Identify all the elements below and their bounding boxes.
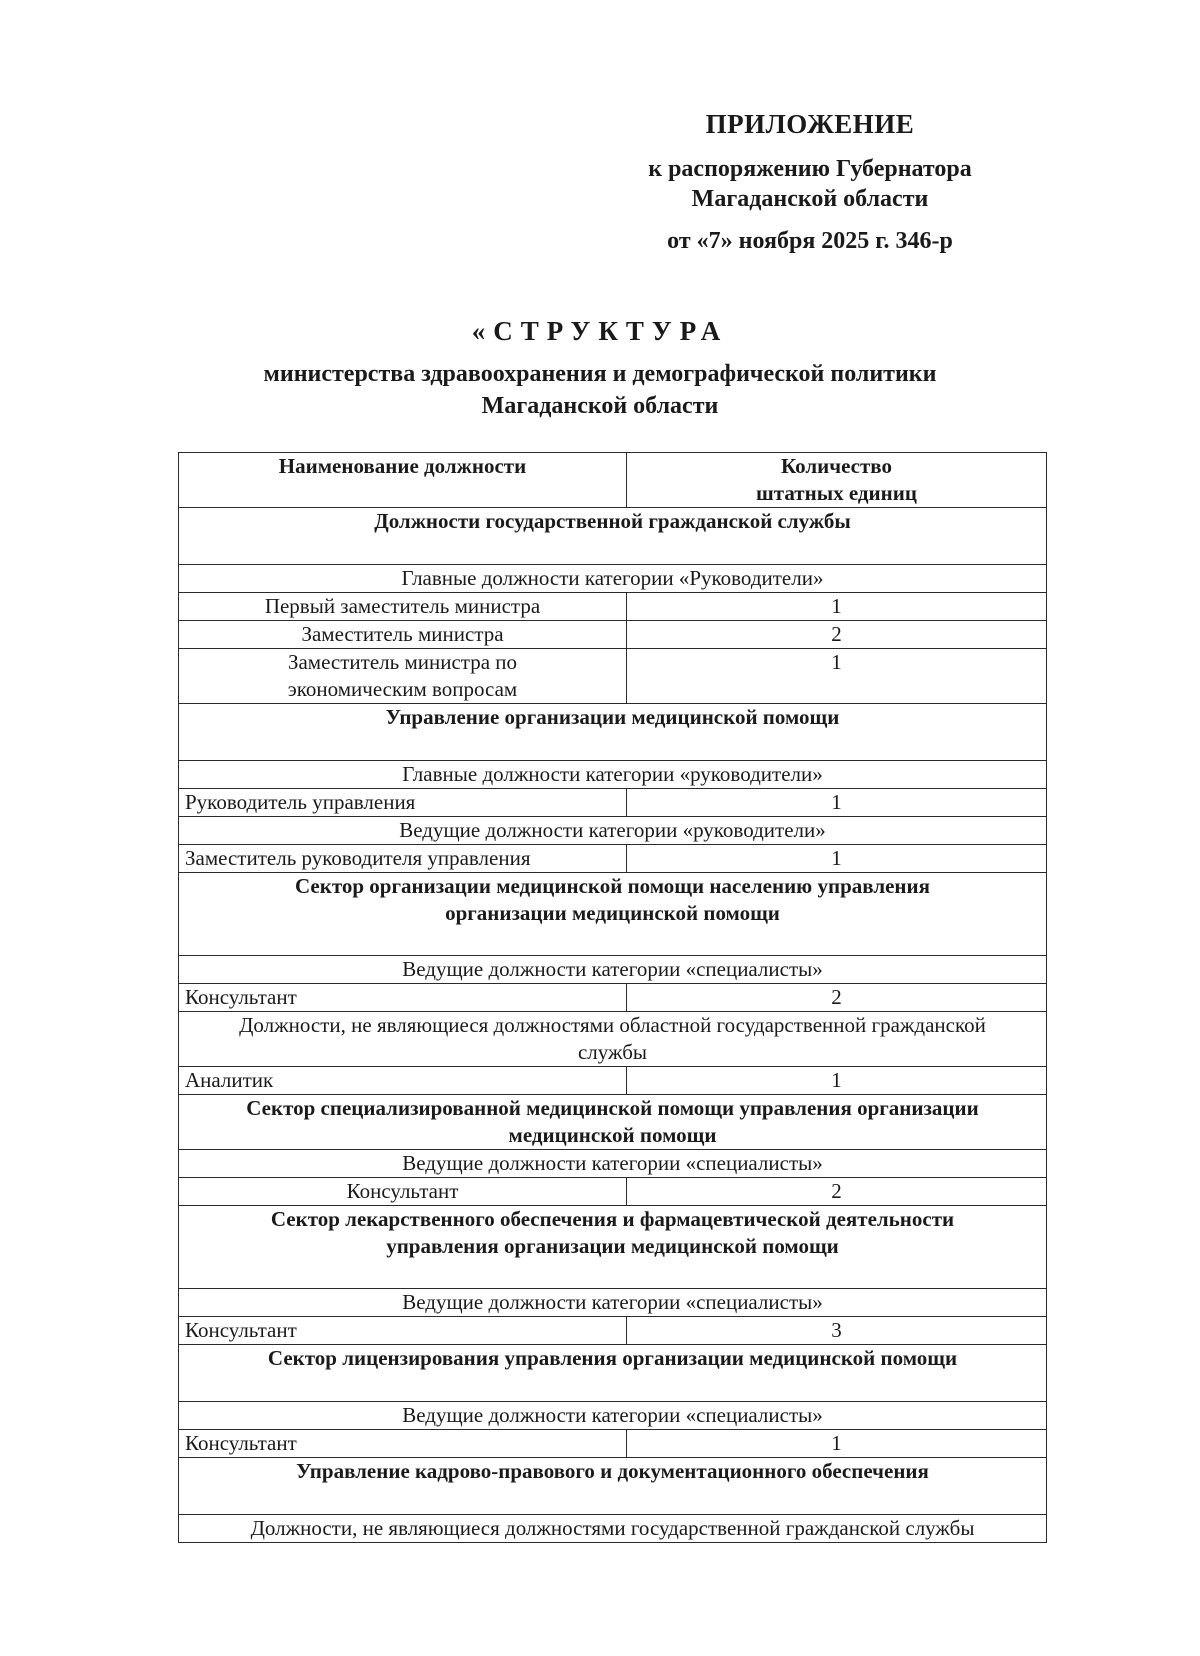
table-row	[179, 789, 1047, 817]
category-row	[179, 761, 1047, 789]
staff-count-cell: 2	[627, 621, 1047, 649]
section-row	[179, 1095, 1047, 1150]
section-title-cell: Управление организации медицинской помощи	[179, 704, 1047, 761]
staff-count-cell: 1	[627, 1067, 1047, 1095]
header-staff-count-line-2: штатных единиц	[756, 481, 917, 505]
category-title-cell: Ведущие должности категории «специалисты»	[179, 1402, 1047, 1430]
subtitle-line-1: министерства здравоохранения и демографической политики	[263, 361, 937, 387]
position-name-cell: Заместитель руководителя управления	[179, 845, 627, 873]
table-row	[179, 845, 1047, 873]
position-name-cell: Руководитель управления	[179, 789, 627, 817]
table-row	[179, 649, 1047, 704]
position-name-cell: Консультант	[179, 1178, 627, 1206]
annex-reference-line-1: к распоряжению Губернатора	[648, 156, 972, 182]
category-title-cell: Должности, не являющиеся должностями государственной гражданской службы	[179, 1515, 1047, 1543]
staff-structure-table	[178, 452, 1047, 1543]
section-row	[179, 1458, 1047, 1515]
category-row	[179, 1289, 1047, 1317]
staff-count-cell: 1	[627, 1430, 1047, 1458]
table-row	[179, 1430, 1047, 1458]
position-name-cell: Аналитик	[179, 1067, 627, 1095]
category-row	[179, 1515, 1047, 1543]
section-row	[179, 704, 1047, 761]
category-title-cell: Главные должности категории «Руководители»	[179, 565, 1047, 593]
position-name-cell: Заместитель министра по экономическим вопросам	[179, 649, 627, 704]
annex-date: от «7» ноября 2025 г. 346-р	[667, 228, 953, 254]
section-title-cell: Сектор организации медицинской помощи населению управления организации медицинской помощи	[179, 873, 1047, 956]
staff-count-cell: 3	[627, 1317, 1047, 1345]
staff-count-cell: 1	[627, 789, 1047, 817]
category-title-cell: Ведущие должности категории «руководители»	[179, 817, 1047, 845]
staff-count-cell: 2	[627, 984, 1047, 1012]
annex-title: ПРИЛОЖЕНИЕ	[705, 109, 915, 139]
position-name-cell: Заместитель министра	[179, 621, 627, 649]
section-title-cell: Сектор лицензирования управления организации медицинской помощи	[179, 1345, 1047, 1402]
annex-header	[560, 106, 1060, 256]
position-name-cell: Консультант	[179, 984, 627, 1012]
category-title-cell: Ведущие должности категории «специалисты»	[179, 1289, 1047, 1317]
category-row	[179, 956, 1047, 984]
category-row	[179, 1402, 1047, 1430]
section-row	[179, 508, 1047, 565]
category-row	[179, 817, 1047, 845]
table-row	[179, 593, 1047, 621]
category-row	[179, 1150, 1047, 1178]
table-row	[179, 1067, 1047, 1095]
section-title-cell: Сектор лекарственного обеспечения и фармацевтической деятельности управления организации медицинской помощи	[179, 1206, 1047, 1289]
table-row	[179, 984, 1047, 1012]
section-row	[179, 1206, 1047, 1289]
annex-reference-line-2: Магаданской области	[691, 186, 929, 212]
category-title-cell: Должности, не являющиеся должностями областной государственной гражданской службы	[179, 1012, 1047, 1067]
section-title-cell: Управление кадрово-правового и документационного обеспечения	[179, 1458, 1047, 1515]
staff-count-cell: 1	[627, 593, 1047, 621]
table-row	[179, 1317, 1047, 1345]
section-row	[179, 1345, 1047, 1402]
position-name-cell: Консультант	[179, 1317, 627, 1345]
category-title-cell: Ведущие должности категории «специалисты»	[179, 1150, 1047, 1178]
header-staff-count	[627, 453, 1047, 508]
table-header-row	[179, 453, 1047, 508]
header-position-name: Наименование должности	[179, 453, 627, 508]
position-name-cell: Консультант	[179, 1430, 627, 1458]
staff-count-cell: 2	[627, 1178, 1047, 1206]
subtitle-line-2: Магаданской области	[481, 393, 719, 419]
document-subtitle	[0, 358, 1200, 422]
category-title-cell: Ведущие должности категории «специалисты»	[179, 956, 1047, 984]
staff-count-cell: 1	[627, 845, 1047, 873]
category-title-cell: Главные должности категории «руководители»	[179, 761, 1047, 789]
staff-count-cell: 1	[627, 649, 1047, 704]
section-title-cell: Должности государственной гражданской службы	[179, 508, 1047, 565]
category-row	[179, 1012, 1047, 1067]
table-row	[179, 621, 1047, 649]
document-title: «СТРУКТУРА	[471, 316, 729, 346]
section-title-cell: Сектор специализированной медицинской помощи управления организации медицинской помощи	[179, 1095, 1047, 1150]
category-row	[179, 565, 1047, 593]
position-name-cell: Первый заместитель министра	[179, 593, 627, 621]
section-row	[179, 873, 1047, 956]
header-staff-count-line-1: Количество	[780, 454, 893, 478]
table-row	[179, 1178, 1047, 1206]
